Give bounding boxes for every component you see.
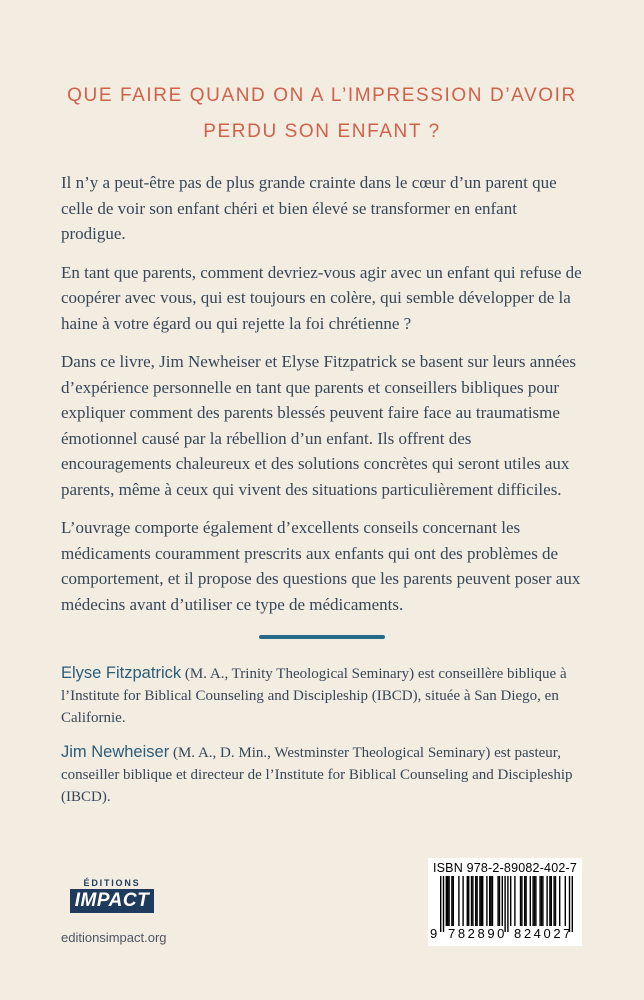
isbn-barcode: [428, 858, 582, 946]
barcode-bar: [453, 876, 454, 926]
barcode-bar: [542, 876, 543, 926]
divider: [259, 635, 385, 639]
barcode-bar: [521, 876, 522, 926]
barcode-bar: [510, 876, 511, 926]
barcode-bar: [525, 876, 526, 926]
barcode-bar: [481, 876, 482, 926]
barcode-digits: [428, 926, 582, 942]
author-bio: [61, 662, 585, 729]
author-bio-text: (M. A., D. Min., Westminster Theological Seminary) est pasteur, conseiller biblique et directeur de l’Institute for Biblical Counseling and Discipleship (IBCD).: [61, 745, 573, 805]
barcode-bar: [546, 876, 547, 926]
barcode-bar: [572, 876, 573, 932]
barcode-bar: [539, 876, 540, 926]
barcode-digits-right: 824027: [514, 926, 573, 941]
barcode-bar: [514, 876, 515, 926]
author-name: Elyse Fitzpatrick: [61, 664, 182, 682]
barcode-bar: [551, 876, 552, 926]
author-bios: [61, 662, 585, 820]
barcode-bar: [502, 876, 503, 926]
barcode-bar: [553, 876, 554, 926]
barcode-bar: [492, 876, 493, 926]
barcode-bar: [489, 876, 490, 926]
author-name: Jim Newheiser: [61, 743, 170, 761]
barcode-bar: [451, 876, 452, 926]
barcode-bar: [475, 876, 476, 926]
barcode-digits-left: 782890: [448, 926, 507, 941]
barcode-bar: [446, 876, 447, 926]
author-bio: [61, 741, 585, 808]
barcode-bar: [440, 876, 441, 932]
barcode-bar: [565, 876, 566, 926]
barcode-bar: [559, 876, 560, 926]
barcode-bar: [535, 876, 536, 926]
barcode-bar: [541, 876, 542, 926]
barcode-bar: [476, 876, 477, 926]
barcode-digit-first: 9: [430, 926, 438, 941]
paragraph: L’ouvrage comporte également d’excellents conseils concernant les médicaments couramment prescrits aux enfants qui ont des problèmes de comportement, et il propose des questions que les parents peuvent poser aux médecins avant d’utiliser ce type de médicaments.: [61, 518, 581, 614]
barcode-bar: [499, 876, 500, 926]
barcode-bar: [507, 876, 508, 932]
headline: [40, 78, 604, 150]
description: [61, 170, 585, 630]
headline-line-2: PERDU SON ENFANT ?: [203, 121, 441, 142]
isbn-label: ISBN 978-2-89082-402-7: [432, 861, 578, 875]
barcode-bar: [467, 876, 468, 926]
barcode-bar: [447, 876, 448, 926]
barcode-bar: [520, 876, 521, 926]
barcode-bars: [428, 876, 582, 932]
barcode-bar: [472, 876, 473, 926]
paragraph: Il n’y a peut-être pas de plus grande crainte dans le cœur d’un parent que celle de voir son enfant chéri et bien élevé se transformer en enfant prodigue.: [61, 173, 557, 243]
barcode-bar: [482, 876, 483, 926]
barcode-bar: [448, 876, 449, 926]
barcode-bar: [458, 876, 459, 926]
publisher-logo-top: ÉDITIONS: [83, 878, 141, 888]
publisher-logo: [70, 878, 154, 918]
barcode-bar: [479, 876, 480, 926]
barcode-bar: [549, 876, 550, 926]
barcode-bar: [530, 876, 531, 926]
barcode-bar: [443, 876, 444, 932]
barcode-bar: [534, 876, 535, 926]
barcode-bar: [569, 876, 570, 932]
barcode-bar: [490, 876, 491, 926]
barcode-bar: [486, 876, 487, 926]
barcode-bar: [468, 876, 469, 926]
author-bio-text: (M. A., Trinity Theological Seminary) est conseillère biblique à l’Institute for Biblical Counseling and Discipleship (IBCD), située à San Diego, en Californie.: [61, 666, 567, 726]
barcode-bar: [471, 876, 472, 926]
paragraph: Dans ce livre, Jim Newheiser et Elyse Fitzpatrick se basent sur leurs années d’expérience personnelle en tant que parents et conseillers bibliques pour expliquer comment des parents blessés peuvent faire face au traumatisme émotionnel causé par la rébellion d’un enfant. Ils offrent des encouragements chaleureux et des solutions concrètes qui seront utiles aux parents, même à ceux qui vivent des situations particulièrement difficiles.: [61, 352, 577, 499]
barcode-bar: [497, 876, 498, 926]
barcode-bar: [462, 876, 463, 926]
publisher-logo-main: IMPACT: [70, 889, 154, 913]
barcode-bar: [532, 876, 533, 926]
barcode-bar: [524, 876, 525, 926]
barcode-bar: [555, 876, 556, 926]
headline-line-1: QUE FAIRE QUAND ON A L’IMPRESSION D’AVOIR: [67, 85, 577, 106]
barcode-bar: [504, 876, 505, 932]
paragraph: En tant que parents, comment devriez-vous agir avec un enfant qui refuse de coopérer avec vous, qui est toujours en colère, qui semble développer de la haine à votre égard ou qui rejette la foi chrétienne ?: [61, 262, 582, 333]
publisher-website[interactable]: editionsimpact.org: [61, 930, 167, 945]
